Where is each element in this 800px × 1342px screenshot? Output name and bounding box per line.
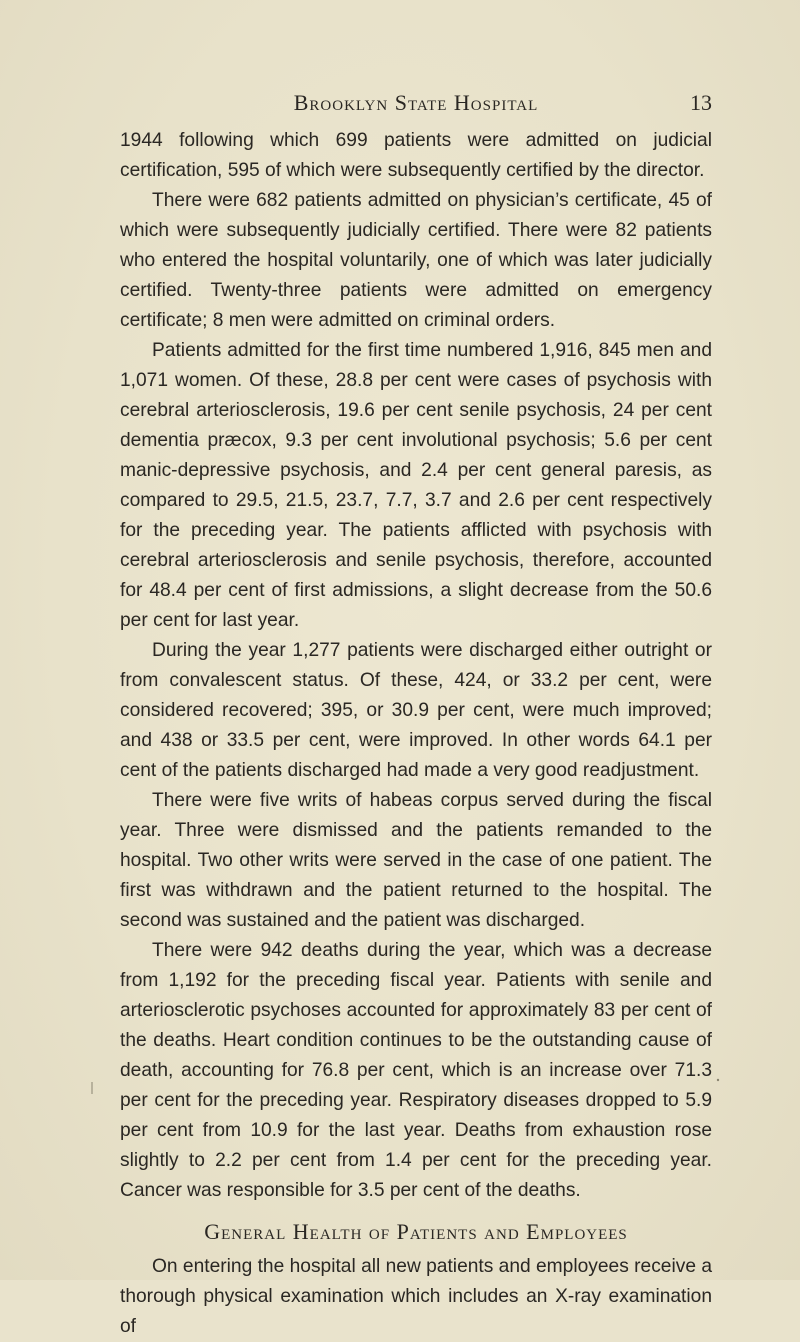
running-title: Brooklyn State Hospital — [293, 90, 539, 115]
paragraph-general-health: On entering the hospital all new patients and employees receive a thorough physical examination which includes an X-ray examination of — [120, 1256, 712, 1337]
body-text — [120, 126, 712, 1342]
paragraph-deaths: There were 942 deaths during the year, which was a decrease from 1,192 for the preceding fiscal year. Patients with senile and arteriosclerotic psychoses accounted for approximately 83 per cent of the deaths. Heart condition continues to be the outstanding cause of death, accounting for 76.8 per cent, which is an increase over 71.3 per cent for the preceding year. Respiratory diseases dropped to 5.9 per cent from 10.9 for the last year. Deaths from exhaustion rose slightly to 2.2 per cent from 1.4 per cent for the preceding year. Cancer was responsible for 3.5 per cent of the deaths. — [120, 940, 712, 1201]
paragraph-discharges: During the year 1,277 patients were discharged either outright or from convalescent status. Of these, 424, or 33.2 per cent, were considered recovered; 395, or 30.9 per cent, were much improved; and 438 or 33.5 per cent, were improved. In other words 64.1 per cent of the patients discharged had made a very good readjustment. — [120, 640, 712, 781]
paragraph-continuation: 1944 following which 699 patients were admitted on judicial certification, 595 of which were subsequently certified by the director. — [120, 130, 712, 181]
page-number: 13 — [690, 90, 712, 115]
paragraph-first-admissions: Patients admitted for the first time numbered 1,916, 845 men and 1,071 women. Of these, 28.8 per cent were cases of psychosis with cerebral arteriosclerosis, 19.6 per cent senile psychosis, 24 per cent dementia præcox, 9.3 per cent involutional psychosis; 5.6 per cent manic-depressive psychosis, and 2.4 per cent general paresis, as compared to 29.5, 21.5, 23.7, 7.7, 3.7 and 2.6 per cent respectively for the preceding year. The patients afflicted with psychosis with cerebral arteriosclerosis and senile psychosis, therefore, accounted for 48.4 per cent of first admissions, a slight decrease from the 50.6 per cent for last year. — [120, 340, 712, 631]
section-heading: General Health of Patients and Employees — [204, 1219, 628, 1244]
page-header — [120, 90, 712, 120]
paragraph-admissions-certificates: There were 682 patients admitted on physician’s certificate, 45 of which were subsequently judicially certified. There were 82 patients who entered the hospital voluntarily, one of which was later judicially certified. Twenty-three patients were admitted on emergency certificate; 8 men were admitted on criminal orders. — [120, 190, 712, 331]
paragraph-habeas-corpus: There were five writs of habeas corpus served during the fiscal year. Three were dismissed and the patients remanded to the hospital. Two other writs were served in the case of one patient. The first was withdrawn and the patient returned to the hospital. The second was sustained and the patient was discharged. — [120, 790, 712, 931]
paper-speck — [717, 1079, 719, 1081]
